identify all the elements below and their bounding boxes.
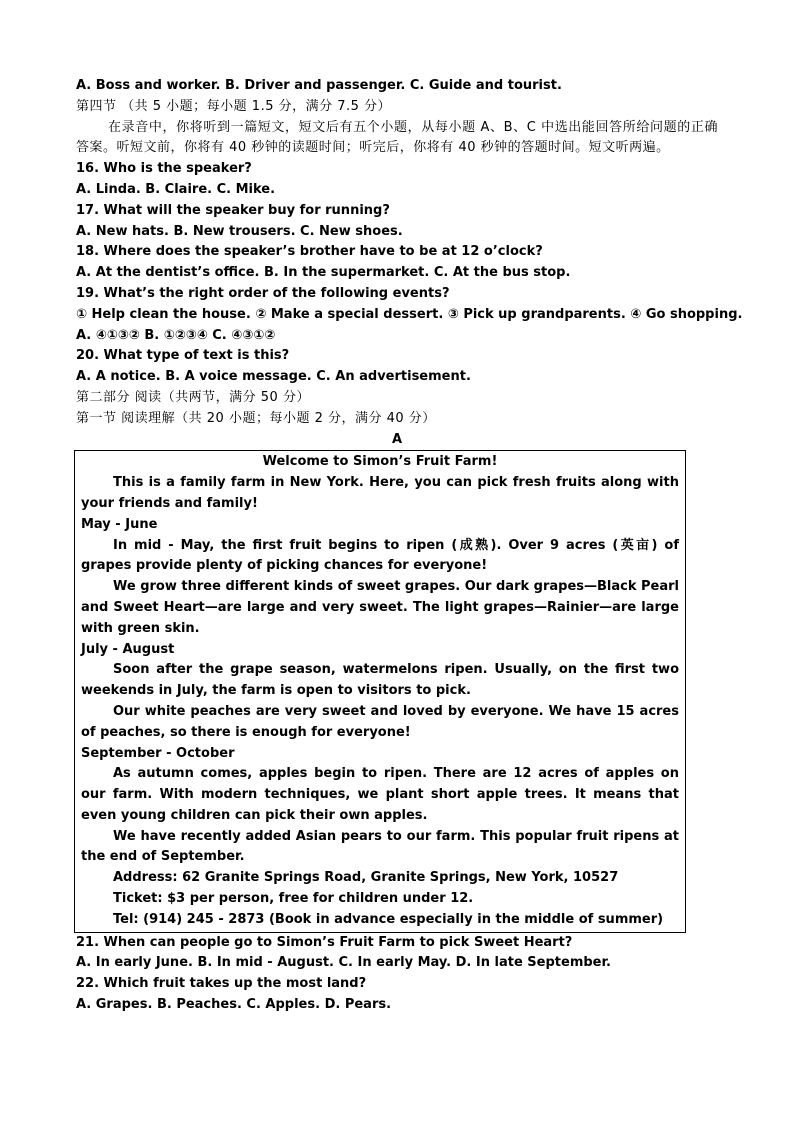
passage-box bbox=[74, 450, 686, 932]
sept-oct-heading: September - October bbox=[81, 745, 235, 761]
q19-options: A. ④①③② B. ①②③④ C. ④③①② bbox=[76, 327, 276, 343]
exam-page bbox=[76, 76, 743, 1016]
q18-stem: 18. Where does the speaker’s brother have to be at 12 o’clock? bbox=[76, 244, 543, 260]
part2-heading: 第二部分 阅读（共两节，满分 50 分） bbox=[76, 389, 310, 405]
q22-options: A. Grapes. B. Peaches. C. Apples. D. Pears. bbox=[76, 997, 392, 1013]
q16-options: A. Linda. B. Claire. C. Mike. bbox=[76, 181, 276, 197]
q19-stem: 19. What’s the right order of the following events? bbox=[76, 285, 450, 301]
reading-section1-heading: 第一节 阅读理解（共 20 小题；每小题 2 分，满分 40 分） bbox=[76, 410, 436, 426]
q17-stem: 17. What will the speaker buy for running? bbox=[76, 202, 390, 218]
passage-label: A bbox=[391, 431, 403, 447]
q22-stem: 22. Which fruit takes up the most land? bbox=[76, 976, 367, 992]
may-june-heading: May - June bbox=[81, 516, 158, 532]
july-august-paragraph-1: Soon after the grape season, watermelons ripen. Usually, on the first two weekends in July, the farm is open to visitors to pick. bbox=[81, 662, 679, 699]
q16-stem: 16. Who is the speaker? bbox=[76, 161, 252, 177]
section4-heading: 第四节 （共 5 小题；每小题 1.5 分，满分 7.5 分） bbox=[76, 98, 392, 114]
q17-options: A. New hats. B. New trousers. C. New shoes. bbox=[76, 223, 403, 239]
q21-stem: 21. When can people go to Simon’s Fruit Farm to pick Sweet Heart? bbox=[76, 934, 573, 950]
july-august-paragraph-2: Our white peaches are very sweet and loved by everyone. We have 15 acres of peaches, so there is enough for everyone! bbox=[81, 703, 679, 740]
q18-options: A. At the dentist’s office. B. In the supermarket. C. At the bus stop. bbox=[76, 265, 571, 281]
passage-title: Welcome to Simon’s Fruit Farm! bbox=[262, 454, 498, 470]
farm-address: Address: 62 Granite Springs Road, Granite Springs, New York, 10527 bbox=[113, 870, 619, 886]
farm-tel: Tel: (914) 245 - 2873 (Book in advance especially in the middle of summer) bbox=[113, 911, 664, 927]
sept-oct-paragraph-1: As autumn comes, apples begin to ripen. There are 12 acres of apples on our farm. With modern techniques, we plant short apple trees. It means that even young children can pick their own apples. bbox=[81, 766, 679, 823]
section4-instructions: 在录音中，你将听到一篇短文，短文后有五个小题，从每小题 A、B、C 中选出能回答所给问题的正确答案。听短文前，你将有 40 秒钟的读题时间；听完后，你将有 40 秒钟的答题时间。短文听两遍。 bbox=[76, 119, 718, 156]
q20-stem: 20. What type of text is this? bbox=[76, 348, 290, 364]
q21-options: A. In early June. B. In mid - August. C. In early May. D. In late September. bbox=[76, 955, 611, 971]
q20-options: A. A notice. B. A voice message. C. An advertisement. bbox=[76, 369, 471, 385]
q15-options: A. Boss and worker. B. Driver and passenger. C. Guide and tourist. bbox=[76, 78, 562, 93]
farm-ticket: Ticket: $3 per person, free for children under 12. bbox=[113, 891, 474, 907]
july-august-heading: July - August bbox=[81, 641, 175, 657]
may-june-paragraph-1: In mid - May, the first fruit begins to ripen (成熟). Over 9 acres (英亩) of grapes provide plenty of picking chances for everyone! bbox=[81, 537, 679, 574]
passage-intro: This is a family farm in New York. Here, you can pick fresh fruits along with your friends and family! bbox=[81, 475, 679, 511]
may-june-paragraph-2: We grow three different kinds of sweet grapes. Our dark grapes—Black Pearl and Sweet Heart—are large and very sweet. The light grapes—Rainier—are large with green skin. bbox=[81, 579, 680, 636]
sept-oct-paragraph-2: We have recently added Asian pears to our farm. This popular fruit ripens at the end of September. bbox=[81, 828, 679, 865]
q19-events: ① Help clean the house. ② Make a special dessert. ③ Pick up grandparents. ④ Go shopping. bbox=[76, 306, 743, 322]
